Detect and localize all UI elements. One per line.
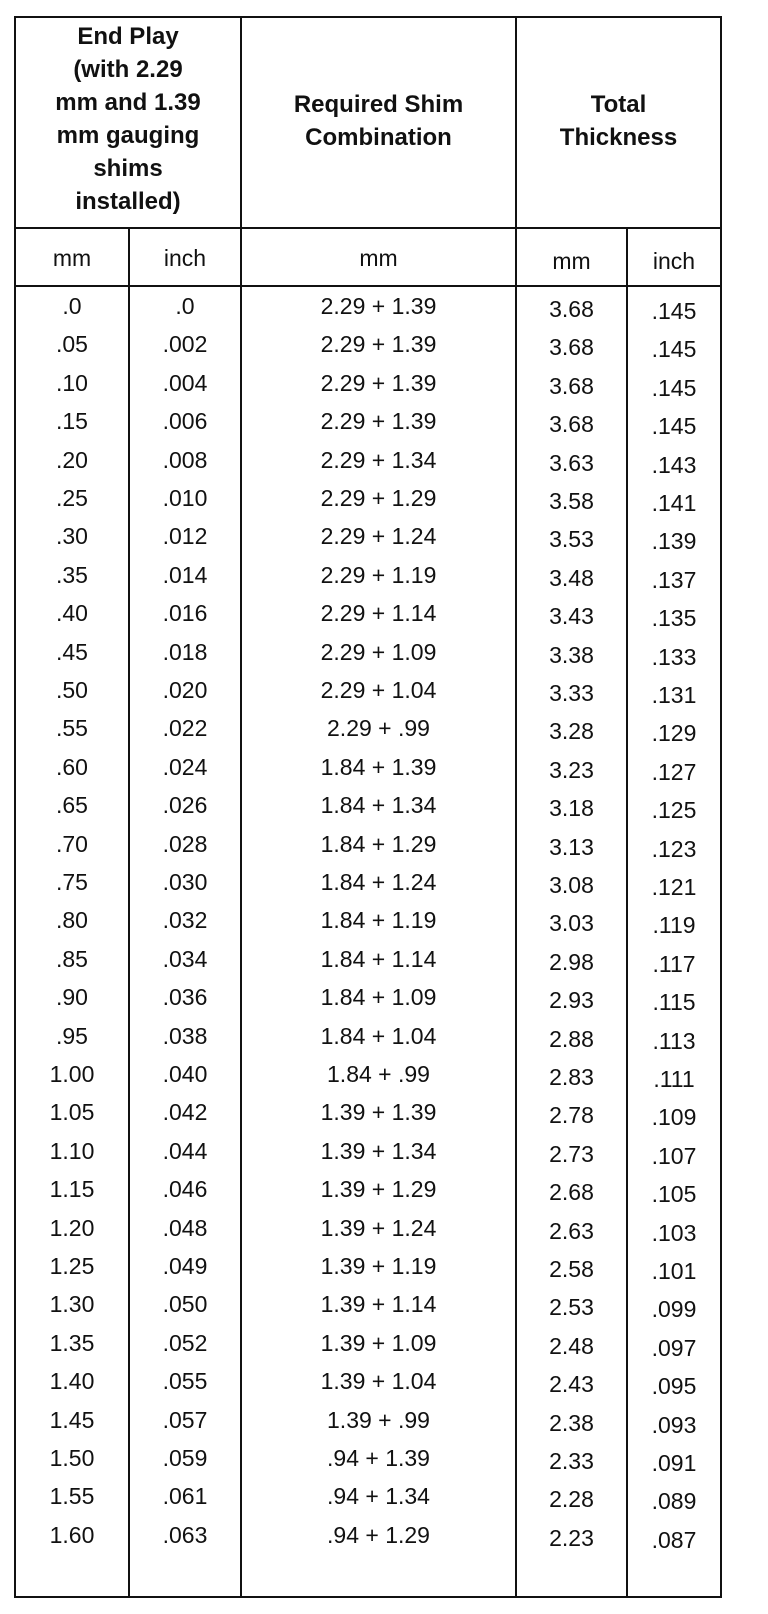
cell-end-play-inch: .036 [162,984,208,1011]
cell-total-inch: .145 [651,374,697,401]
cell-total-inch: .107 [651,1142,697,1169]
cell-total-mm: 2.68 [549,1179,594,1206]
cell-end-play-inch: .059 [162,1445,208,1471]
cell-total-inch: .123 [651,835,697,862]
cell-end-play-mm: .05 [56,331,88,358]
cell-shim-combination: 1.84 + 1.09 [320,984,437,1011]
cell-end-play-inch: .004 [162,369,208,396]
cell-end-play-inch: .012 [162,523,208,550]
cell-end-play-mm: .75 [56,869,88,895]
cell-shim-combination: 2.29 + 1.34 [320,446,437,473]
cell-shim-combination: 2.29 + 1.09 [320,638,437,665]
cell-shim-combination: 2.29 + .99 [327,715,430,742]
cell-end-play-inch: .030 [162,869,208,895]
cell-shim-combination: 1.84 + .99 [327,1061,430,1087]
cell-total-inch: .145 [651,336,697,363]
cell-total-inch: .115 [652,989,696,1016]
cell-total-mm: 3.53 [549,526,594,553]
cell-total-inch: .095 [651,1373,697,1400]
subheader-end-play-mm: mm [52,245,92,271]
cell-shim-combination: 1.39 + 1.29 [320,1176,437,1203]
cell-total-inch: .091 [651,1450,697,1476]
cell-total-mm: 2.38 [549,1409,594,1436]
cell-shim-combination: 1.84 + 1.34 [320,792,437,819]
cell-total-inch: .133 [651,643,697,670]
cell-end-play-inch: .055 [162,1368,208,1395]
cell-total-mm: 2.63 [549,1217,594,1244]
cell-shim-combination: 2.29 + 1.29 [320,485,437,511]
cell-end-play-inch: .048 [162,1214,208,1241]
cell-total-mm: 3.03 [549,910,594,937]
cell-total-mm: 2.73 [549,1140,594,1167]
cell-end-play-mm: .60 [56,753,88,780]
cell-total-inch: .135 [651,605,697,632]
cell-total-mm: 2.43 [549,1371,594,1398]
cell-end-play-inch: .044 [162,1137,208,1164]
cell-end-play-inch: .042 [162,1099,208,1126]
cell-total-inch: .101 [651,1258,697,1284]
cell-shim-combination: .94 + 1.29 [327,1521,430,1548]
header-end-play: End Play (with 2.29 mm and 1.39 mm gauging shims installed) [55,23,201,215]
cell-total-mm: 3.43 [549,603,594,630]
cell-total-inch: .141 [651,490,697,516]
cell-shim-combination: 2.29 + 1.04 [320,677,437,703]
cell-total-inch: .097 [651,1334,697,1361]
cell-total-mm: 2.93 [549,987,594,1014]
cell-total-inch: .103 [651,1219,697,1246]
subheader-total-inch: inch [652,248,696,274]
cell-total-mm: 2.78 [549,1102,594,1129]
subheader-total-mm: mm [552,248,591,274]
cell-end-play-inch: .022 [162,715,208,742]
cell-total-inch: .121 [651,874,697,900]
cell-total-inch: .143 [651,451,697,478]
cell-end-play-inch: .049 [162,1253,208,1279]
cell-end-play-mm: .35 [56,561,88,588]
cell-total-mm: 3.68 [549,334,594,361]
cell-total-inch: .125 [651,797,697,824]
cell-total-inch: .109 [651,1104,697,1131]
cell-total-mm: 2.53 [549,1294,594,1321]
cell-end-play-mm: 1.60 [49,1521,95,1548]
cell-total-inch: .127 [651,758,697,785]
cell-end-play-inch: .052 [162,1329,208,1356]
cell-shim-combination: 1.39 + 1.24 [320,1214,437,1241]
cell-end-play-mm: .30 [56,523,88,550]
cell-end-play-mm: 1.15 [49,1176,95,1203]
cell-total-mm: 3.18 [549,795,594,822]
cell-end-play-inch: .014 [162,561,208,588]
cell-end-play-inch: .008 [162,446,208,473]
cell-total-mm: 2.83 [549,1064,594,1090]
cell-end-play-mm: .20 [56,446,88,473]
cell-end-play-mm: 1.05 [49,1099,95,1126]
cell-shim-combination: 2.29 + 1.19 [320,561,437,588]
cell-total-inch: .113 [652,1027,696,1054]
cell-total-inch: .087 [651,1526,697,1553]
cell-end-play-mm: .80 [56,907,88,934]
cell-total-inch: .089 [651,1488,697,1515]
cell-total-mm: 3.68 [549,372,594,399]
cell-shim-combination: 2.29 + 1.39 [320,293,437,319]
cell-end-play-inch: .006 [162,408,208,435]
cell-total-mm: 2.28 [549,1486,594,1513]
cell-end-play-mm: 1.40 [49,1368,95,1395]
cell-total-mm: 2.23 [549,1524,594,1551]
cell-total-mm: 3.28 [549,718,594,745]
cell-end-play-inch: .057 [162,1406,208,1433]
cell-shim-combination: .94 + 1.34 [327,1483,430,1510]
cell-shim-combination: 2.29 + 1.39 [320,408,437,435]
cell-end-play-inch: .018 [162,638,208,665]
cell-end-play-mm: .55 [56,715,88,742]
cell-total-mm: 2.88 [549,1025,594,1052]
cell-total-inch: .105 [651,1181,697,1208]
cell-end-play-inch: .010 [162,485,208,511]
cell-end-play-mm: .70 [56,830,88,857]
cell-end-play-mm: .85 [56,945,88,972]
subheader-end-play-inch: inch [163,245,207,271]
cell-total-inch: .145 [651,413,697,440]
cell-end-play-mm: 1.45 [49,1406,95,1433]
cell-total-inch: .129 [651,720,697,747]
cell-end-play-inch: .016 [162,600,208,627]
cell-total-inch: .119 [652,912,696,939]
cell-shim-combination: 1.84 + 1.39 [320,753,437,780]
cell-end-play-inch: .050 [162,1291,208,1318]
cell-total-mm: 3.08 [549,872,594,898]
cell-end-play-mm: 1.35 [49,1329,95,1356]
subheader-shim-mm: mm [359,245,398,271]
cell-shim-combination: 1.84 + 1.24 [320,869,437,895]
cell-end-play-inch: .038 [162,1022,208,1049]
cell-total-mm: 2.58 [549,1256,594,1282]
cell-total-mm: 3.58 [549,488,594,514]
cell-total-mm: 2.33 [549,1448,594,1474]
cell-end-play-mm: .50 [56,677,88,703]
cell-end-play-mm: .40 [56,600,88,627]
cell-end-play-mm: .90 [56,984,88,1011]
cell-total-inch: .111 [653,1066,695,1092]
cell-end-play-mm: 1.10 [49,1137,95,1164]
cell-end-play-inch: .063 [162,1521,208,1548]
cell-end-play-inch: .0 [175,293,195,319]
cell-end-play-mm: .15 [56,408,88,435]
cell-total-inch: .131 [651,682,697,708]
cell-total-inch: .139 [651,528,697,555]
cell-total-mm: 3.38 [549,641,594,668]
cell-end-play-mm: .65 [56,792,88,819]
cell-total-inch: .093 [651,1411,697,1438]
cell-end-play-inch: .002 [162,331,208,358]
cell-end-play-mm: 1.55 [49,1483,95,1510]
cell-end-play-inch: .020 [162,677,208,703]
cell-shim-combination: 2.29 + 1.39 [320,331,437,358]
cell-end-play-mm: 1.30 [49,1291,95,1318]
cell-end-play-mm: .0 [62,293,82,319]
cell-total-inch: .099 [651,1296,697,1323]
cell-shim-combination: 1.84 + 1.19 [320,907,437,934]
cell-end-play-inch: .046 [162,1176,208,1203]
cell-shim-combination: 1.84 + 1.29 [320,830,437,857]
subheader-rule [14,285,722,287]
cell-total-mm: 2.98 [549,948,594,975]
cell-shim-combination: 1.39 + 1.34 [320,1137,437,1164]
cell-end-play-mm: .25 [56,485,88,511]
cell-end-play-inch: .061 [162,1483,208,1510]
cell-total-inch: .145 [651,298,697,324]
cell-total-mm: 3.13 [549,833,594,860]
cell-total-mm: 3.48 [549,564,594,591]
cell-end-play-inch: .028 [162,830,208,857]
header-rule [14,227,722,229]
cell-end-play-inch: .026 [162,792,208,819]
cell-total-mm: 3.23 [549,756,594,783]
cell-total-inch: .117 [652,950,696,977]
cell-end-play-inch: .034 [162,945,208,972]
cell-shim-combination: 1.39 + 1.04 [320,1368,437,1395]
cell-shim-combination: 1.84 + 1.04 [320,1022,437,1049]
cell-total-mm: 3.68 [549,411,594,438]
table-border-top [14,16,722,18]
cell-end-play-mm: .10 [56,369,88,396]
cell-end-play-mm: .95 [56,1022,88,1049]
cell-shim-combination: 2.29 + 1.24 [320,523,437,550]
cell-end-play-mm: 1.50 [49,1445,95,1471]
cell-shim-combination: 1.39 + 1.39 [320,1099,437,1126]
cell-total-inch: .137 [651,566,697,593]
table-border-right [720,16,722,1598]
cell-end-play-inch: .024 [162,753,208,780]
cell-end-play-mm: 1.20 [49,1214,95,1241]
cell-total-mm: 3.68 [549,296,594,322]
cell-total-mm: 3.63 [549,449,594,476]
cell-end-play-mm: 1.25 [49,1253,95,1279]
table-border-bottom [14,1596,722,1598]
cell-end-play-mm: .45 [56,638,88,665]
cell-shim-combination: 2.29 + 1.14 [320,600,437,627]
cell-shim-combination: 1.84 + 1.14 [320,945,437,972]
cell-shim-combination: 1.39 + 1.14 [320,1291,437,1318]
cell-total-mm: 3.33 [549,680,594,706]
cell-shim-combination: .94 + 1.39 [327,1445,430,1471]
cell-end-play-mm: 1.00 [49,1061,95,1087]
cell-end-play-inch: .032 [162,907,208,934]
cell-shim-combination: 1.39 + 1.09 [320,1329,437,1356]
cell-shim-combination: 1.39 + 1.19 [320,1253,437,1279]
cell-shim-combination: 2.29 + 1.39 [320,369,437,396]
cell-shim-combination: 1.39 + .99 [327,1406,430,1433]
cell-total-mm: 2.48 [549,1332,594,1359]
header-required-shim-combination: Required Shim Combination [293,91,464,151]
header-total-thickness: Total Thickness [559,91,678,151]
cell-end-play-inch: .040 [162,1061,208,1087]
